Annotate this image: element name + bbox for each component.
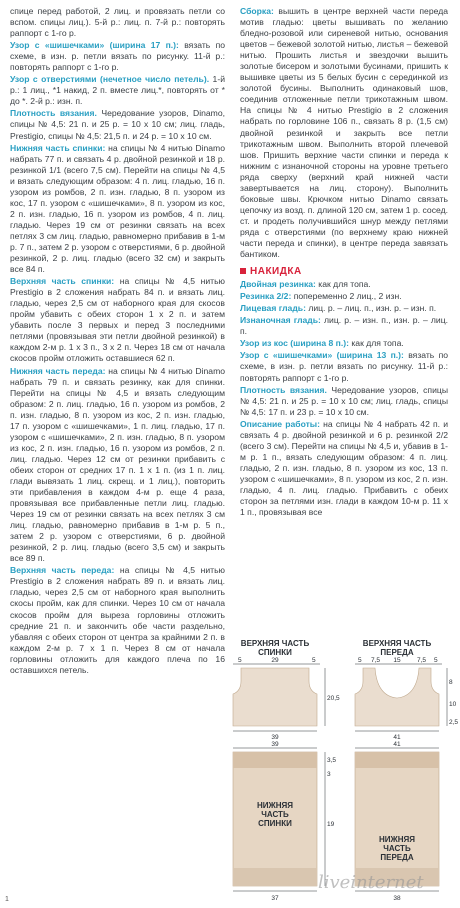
paragraph: [10, 108, 225, 141]
dim-label: 7,5: [371, 657, 381, 664]
pattern-heading: Сборка:: [240, 6, 274, 16]
section-title-text: НАКИДКА: [250, 266, 302, 278]
paragraph-text: Чередование узоров, Dinamo, спицы № 4,5: 21 п. и 25 р. = 10 х 10 см; лиц. гладь, Prestigio, спицы № 4,5: 21,5 п. и 24 р. = 10 х 10 см.: [10, 108, 226, 141]
dim-label: 8: [449, 679, 453, 686]
paragraph: [10, 40, 225, 73]
dim-label: 29: [271, 657, 279, 664]
pattern-heading: Плотность вязания.: [10, 108, 97, 119]
dim-label: 2,5: [449, 719, 459, 726]
pattern-heading: Узор с «шишечками» (ширина 17 п.):: [10, 40, 179, 51]
paragraph-text: вязать по схеме, в изн. р. петли вязать по рисунку. 11-й р.: повторять раппорт с 1-го р.: [10, 40, 225, 73]
paragraph: [240, 291, 448, 302]
paragraph-text: как для топа.: [315, 279, 371, 290]
paragraph-text: как для топа.: [348, 338, 404, 349]
paragraph: [240, 279, 448, 290]
back-lower-title: СПИНКИ: [258, 819, 292, 828]
dim-label: 41: [393, 734, 401, 741]
paragraph-text: на спицы № 4 нитью Dinamo набрать 77 п. и связать 4 р. двойной резинкой и 18 р. резинкой 1/1 (всего 7,5 см). Перейти на спицы № 4,5 и вязать следующим образом: 4 п. лиц. гладью, 16 п. узором из ромбов, 2 п. изн. гладью, 8 п. узором из кос, 17 п. узором с «шишечками», 8 п. узором из кос, 2 п. изн. гладью, 16 п. узором из ромбов, 4 п. лиц. гладью. Через 19 см от резинки связать на всех петлях 3 см лиц. гладью, равномерно прибавив в 1-м р. 7 п., затем 2 р. узором с отверстиями, 6 р. двойной резинкой, 2 р. лиц. гладью (всего 32 см) и закрыть все 84 п.: [10, 142, 225, 275]
paragraph: [240, 350, 448, 383]
pattern-heading: Нижняя часть спинки:: [10, 142, 106, 153]
front-lower-band: [355, 752, 439, 768]
pattern-heading: Узор с «шишечками» (ширина 13 п.):: [240, 350, 404, 361]
front-lower-title: ПЕРЕДА: [380, 853, 414, 862]
paragraph-text: лиц. р. – лиц. п., изн. р. – изн. п.: [305, 303, 437, 314]
dim-label: 19: [327, 821, 335, 828]
dim-label: 7,5: [417, 657, 427, 664]
pattern-heading: Нижняя часть переда:: [10, 365, 106, 376]
pattern-heading: Плотность вязания.: [240, 384, 327, 395]
dim-label: 37: [271, 895, 279, 902]
back-upper-title: СПИНКИ: [258, 648, 292, 657]
dim-label: 38: [393, 895, 401, 902]
paragraph-text: лиц. р. – изн. п., изн. р. – лиц. п.: [240, 315, 449, 337]
paragraph-text: попеременно 2 лиц., 2 изн.: [291, 291, 402, 302]
back-lower-rib: [233, 868, 317, 886]
back-lower-title: НИЖНЯЯ: [256, 801, 294, 810]
paragraph-text: на спицы № 4,5 нитью Prestigio в 2 сложения набрать 84 п. и вязать лиц. гладью, через 2,5 см от наборного края для скосов пройм убавить с обеих сторон 1 х 2 п. и затем убавить после 3 первых и перед 3 последними петлями (провязывая эти петли двойной резинкой) в каждом 2-м р. 1 х 3 п., 3 х 2 п. Через 18 см от начала скосов пройм отложить оставшиеся 62 п.: [10, 276, 226, 364]
pattern-schemes: [225, 636, 459, 904]
paragraph: [240, 315, 448, 337]
right-column: [240, 6, 448, 519]
paragraph-text: спице перед работой, 2 лиц. и провязать петли со вспом. спицы лиц.). 5-й р.: лиц. п. 7-й р.: повторять раппорт с 1-го р.: [10, 6, 225, 39]
schemes-drawing: [225, 636, 459, 904]
paragraph: [240, 385, 448, 418]
back-lower-band: [233, 752, 317, 768]
pattern-heading: Лицевая гладь:: [240, 303, 306, 314]
section-marker-icon: [240, 268, 246, 274]
dim-label: 5: [312, 657, 316, 664]
paragraph: [240, 419, 448, 518]
paragraph: [240, 338, 448, 349]
paragraph: [10, 143, 225, 276]
dim-label: 3,5: [327, 757, 337, 764]
pattern-heading: Верхняя часть переда:: [10, 565, 115, 576]
dim-label: 5: [358, 657, 362, 664]
front-upper-title: ПЕРЕДА: [380, 648, 414, 657]
front-lower-piece: [355, 752, 439, 886]
back-lower-title: ЧАСТЬ: [261, 810, 289, 819]
paragraph: [240, 303, 448, 314]
paragraph-text: на спицы № 4,5 нитью Prestigio в 2 сложения набрать 89 п. и вязать лиц. гладью, через 2,5 см от наборного края выполнить скосы пройм, как для спинки. Через 10 см от начала скосов пройм для выреза горловины отложить средние 21 п. и закончить обе части раздельно, убавляя с обеих сторон от центра за крайними 2 п. в каждом 2-м р. 7 х 1 п. Через 8 см от начала горловины отложить для каждого плеча по 16 оставшихся петель.: [10, 565, 226, 675]
pattern-heading: Двойная резинка:: [240, 279, 316, 290]
paragraph: [240, 6, 448, 260]
dim-label: 5: [238, 657, 242, 664]
paragraph-text: 1-й р.: 1 лиц., *1 накид, 2 п. вместе лиц.*, повторять от * до *. 2-й р.: изн. п.: [10, 74, 225, 107]
paragraph: [10, 565, 225, 675]
pattern-heading: Описание работы:: [240, 418, 321, 429]
dim-label: 10: [449, 701, 457, 708]
section-title: [240, 266, 448, 277]
pattern-heading: Узор из кос (ширина 8 п.):: [240, 338, 349, 349]
dim-label: 39: [271, 741, 279, 748]
paragraph: [10, 6, 225, 39]
pattern-heading: Изнаночная гладь:: [240, 315, 321, 326]
paragraph-text: на спицы № 4 нитью Dinamo набрать 79 п. и связать резинку, как для спинки. Перейти на спицы № 4,5 и вязать следующим образом: 2 п. лиц. гладью, 16 п. узором из ромбов, 2 п. изн. гладью, 8 п. узором из кос, 2 п. изн. гладью, 17 п. узором с «шишечками», 1 п. лиц. гладью, 17 п. узором с «шишечками», 2 п. изн. гладью, 8 п. узором из кос, 2 п. изн. гладью, 16 п. узором из ромбов, 2 п. лиц. гладью. Через 12 см от резинки прибавить с обеих сторон от средних 17 п. 1 х 1 п. (из 1 п. лиц. глади вывязать 1 лиц. скрещ. и 1 лиц.), повторить эти прибавления в каждом 4-м р. еще 4 раза, провязывая все прибавленные петли лиц. гладью. Через 19 см от резинки связать на всех петлях 3 см лиц. гладью, равномерно прибавив в 1-м р. 5 п., затем 2 р. узором с отверстиями, 6 р. двойной резинкой, 2 р. лиц. гладью (всего 3,5 см) и закрыть все 89 п.: [10, 365, 226, 564]
front-lower-title: НИЖНЯЯ: [378, 835, 416, 844]
pattern-heading: Узор с отверстиями (нечетное число петель).: [10, 74, 210, 85]
pattern-heading: Резинка 2/2:: [240, 291, 292, 302]
paragraph-text: на спицы № 4 набрать 42 п. и связать 4 р. двойной резинкой и 6 р. резинкой 2/2 (всего 3 см). Перейти на спицы № 4,5 и, убавив в 1-м р. 1 п., вязать следующим образом: 4 п. лиц. гладью, 2 п. изн. гладью, 8 п. узором из кос, 13 п. узором с «шишечками», 8 п. узором из кос, 2 п. изн. гладью, 4 п. лиц. гладью. Прибавить с обеих сторон за петлями изн. глади в каждом 10-м р. 11 х 1 п., провязывая все: [240, 418, 448, 518]
paragraph: [10, 366, 225, 565]
front-upper-title: ВЕРХНЯЯ ЧАСТЬ: [362, 639, 432, 648]
paragraph-text: Чередование узоров, спицы № 4,5: 21 п. и 25 р. = 10 х 10 см; лиц. гладь, спицы № 4,5: 17 п. и 23 р. = 10 х 10 см.: [240, 384, 448, 417]
dim-label: 15: [393, 657, 401, 664]
front-lower-title: ЧАСТЬ: [383, 844, 411, 853]
paragraph: [10, 276, 225, 364]
paragraph-text: вышить в центре верхней части переда мотив гладью: цветы вышивать по желанию бледно-розовой или сиреневой нитью, основания цветов – бежевой золотой нитью, листья – бежевой нитью. Прошить листья и звездочки вышить золотые бисером и золотыми бусинами, пришить к вышивке цветы из 5 белых бусин с серединкой из золотой бусины. Выполнить одинаковый шов, соединив отложенные петли трикотажным швом. На спицы № 4 нитью Prestigio в 2 сложения набрать по горловине 106 п., связать 8 р. (1,5 см) двойной резинкой и закрыть все петли трикотажным швом. Выполнить второй плечевой шов. Пришить верхние части спинки и переда к нижним с изнаночной стороны на уровне третьего ряда сверху (верхний край нижней части завертывается на лиц. сторону). Выполнить боковые швы. Крючком нитью Dinamo связать цепочку из возд. п. длиной 120 см, затем 1 р. сосед. ст. и продеть получившийся шнур между петлями ряда с отверстиями (по верхнему краю нижней части переда и спинки), в центре переда завязать бантиком.: [240, 6, 448, 260]
back-upper-piece: [233, 668, 317, 726]
dim-label: 3: [327, 771, 331, 778]
dim-label: 41: [393, 741, 401, 748]
dim-label: 39: [271, 734, 279, 741]
back-upper-title: ВЕРХНЯЯ ЧАСТЬ: [240, 639, 310, 648]
left-column: [10, 6, 225, 677]
dim-label: 5: [434, 657, 438, 664]
watermark-text: liveinternet: [318, 872, 424, 893]
front-upper-piece: [355, 668, 439, 726]
paragraph: [10, 74, 225, 107]
dim-label: 20,5: [327, 695, 340, 702]
page-number: 1: [5, 896, 9, 903]
pattern-heading: Верхняя часть спинки:: [10, 276, 115, 287]
paragraph-text: вязать по схеме, в изн. р. петли вязать по рисунку. 11-й р.: повторять раппорт с 1-го р.: [240, 350, 448, 383]
